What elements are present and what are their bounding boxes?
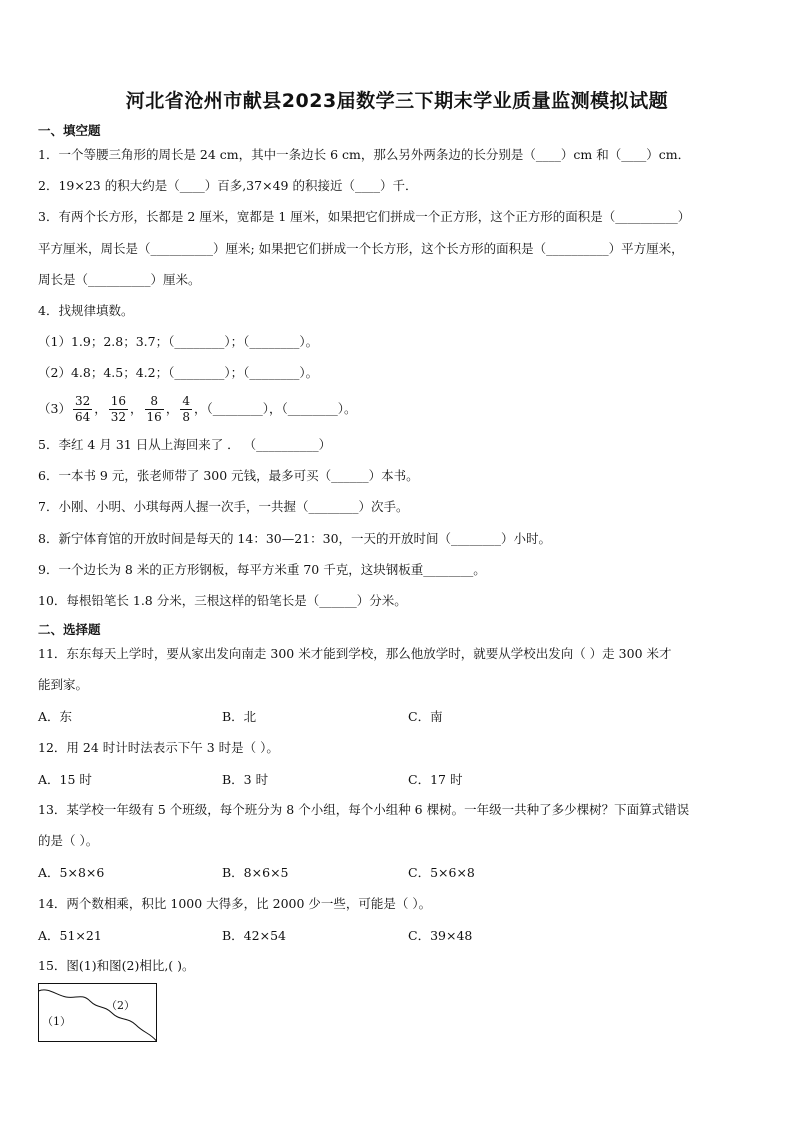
question-15: 15．图(1)和图(2)相比,( )。 xyxy=(38,958,195,973)
fraction: $\frac{16}{32}$ xyxy=(110,394,127,424)
question-14: 14．两个数相乘，积比 1000 大得多，比 2000 少一些，可能是（ ）。 xyxy=(38,896,432,911)
fraction: $\frac{8}{16}$ xyxy=(146,394,162,424)
question-7: 7．小刚、小明、小琪每两人握一次手，一共握（________）次手。 xyxy=(38,499,409,514)
figure-label-1: （1） xyxy=(42,1015,71,1028)
question-3-line-3: 周长是（__________）厘米。 xyxy=(38,272,201,287)
question-1: 1．一个等腰三角形的周长是 24 cm，其中一条边长 6 cm，那么另外两条边的长分别是（____）cm 和（____）cm． xyxy=(38,147,691,162)
question-4-part-3: （3） $\frac{32}{64}$ ， $\frac{16}{32}$ ， $\frac{8}{16}$ ， $\frac{4}{8}$ ，（________），（________）。 xyxy=(38,394,357,424)
question-8: 8．新宁体育馆的开放时间是每天的 14：30—21：30，一天的开放时间（________）小时。 xyxy=(38,531,552,546)
question-5: 5．李红 4 月 31 日从上海回来了 ． （__________） xyxy=(38,437,332,452)
question-13-line-1: 13．某学校一年级有 5 个班级，每个班分为 8 个小组，每个小组种 6 棵树。一年级一共种了多少棵树？下面算式错误 xyxy=(38,802,690,817)
figure-label-2: （2） xyxy=(106,999,135,1012)
question-6: 6．一本书 9 元，张老师带了 300 元钱，最多可买（______）本书。 xyxy=(38,468,419,483)
fraction: $\frac{32}{64}$ xyxy=(74,394,91,424)
q11-option-b: B．北 xyxy=(222,709,257,724)
question-11-line-1: 11．东东每天上学时，要从家出发向南走 300 米才能到学校，那么他放学时，就要从学校出发向（ ）走 300 米才 xyxy=(38,646,672,661)
question-13-line-2: 的是（ ）。 xyxy=(38,833,99,848)
question-3-line-2: 平方厘米，周长是（__________）厘米; 如果把它们拼成一个长方形，这个长方形的面积是（__________）平方厘米， xyxy=(38,241,684,256)
q11-option-c: C．南 xyxy=(408,709,443,724)
q15-figure xyxy=(38,983,158,1043)
fraction: $\frac{4}{8}$ xyxy=(182,394,190,424)
section-fill-in-blank: 一、填空题 xyxy=(38,123,101,138)
question-4-part-2: （2）4.8；4.5；4.2；（________）；（________）。 xyxy=(38,365,319,380)
question-4-part-1: （1）1.9；2.8；3.7；（________）；（________）。 xyxy=(38,334,319,349)
question-11-line-2: 能到家。 xyxy=(38,677,89,692)
question-3-line-1: 3．有两个长方形，长都是 2 厘米，宽都是 1 厘米，如果把它们拼成一个正方形，这个正方形的面积是（__________） xyxy=(38,209,691,224)
q14-option-a: A．51×21 xyxy=(38,928,102,943)
q13-option-c: C．5×6×8 xyxy=(408,865,475,880)
question-12: 12．用 24 时计时法表示下午 3 时是（ ）。 xyxy=(38,740,279,755)
q12-option-c: C．17 时 xyxy=(408,772,463,787)
q12-option-a: A．15 时 xyxy=(38,772,92,787)
q14-option-c: C．39×48 xyxy=(408,928,473,943)
q12-option-b: B．3 时 xyxy=(222,772,269,787)
question-4: 4．找规律填数。 xyxy=(38,303,134,318)
q13-option-a: A．5×8×6 xyxy=(38,865,105,880)
q13-option-b: B．8×6×5 xyxy=(222,865,289,880)
page-title: 河北省沧州市献县2023届数学三下期末学业质量监测模拟试题 xyxy=(125,90,669,112)
question-4-part-3-suffix: ，（________），（________）。 xyxy=(193,401,357,416)
question-2: 2．19×23 的积大约是（____）百多,37×49 的积接近（____）千． xyxy=(38,178,418,193)
question-4-part-3-prefix: （3） xyxy=(38,401,71,416)
q11-option-a: A．东 xyxy=(38,709,73,724)
question-9: 9．一个边长为 8 米的正方形钢板，每平方米重 70 千克，这块钢板重________。 xyxy=(38,562,486,577)
question-10: 10．每根铅笔长 1.8 分米，三根这样的铅笔长是（______）分米。 xyxy=(38,593,407,608)
section-multiple-choice: 二、选择题 xyxy=(38,622,101,637)
q14-option-b: B．42×54 xyxy=(222,928,286,943)
